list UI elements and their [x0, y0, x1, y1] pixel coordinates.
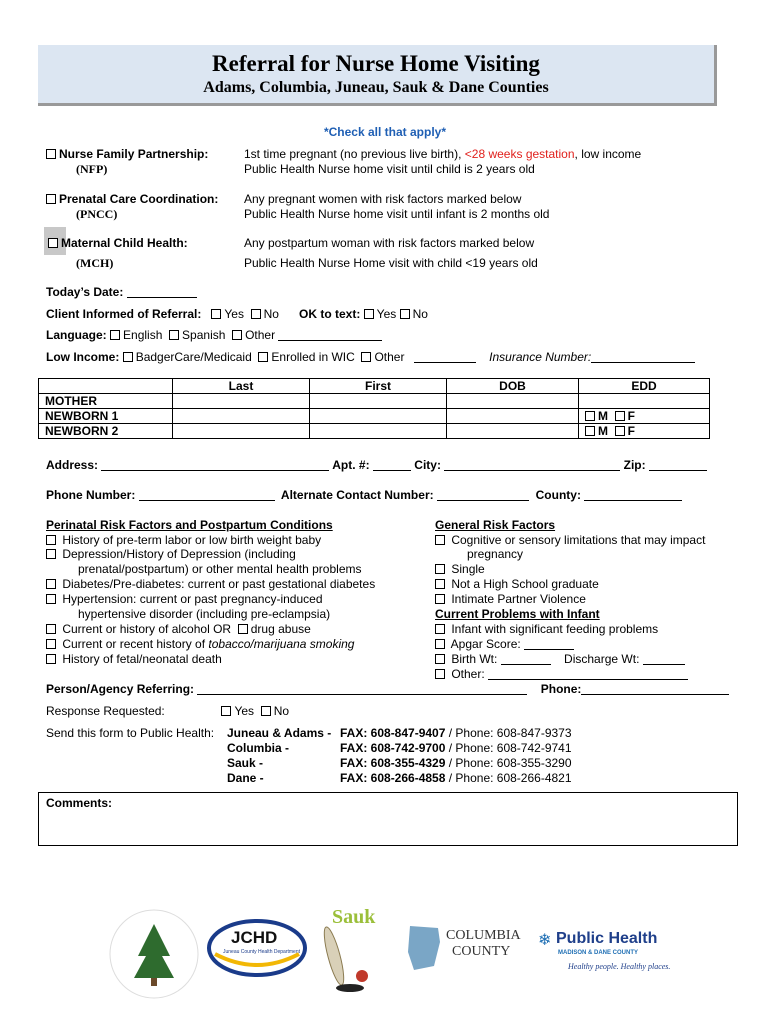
- agency-name: Columbia -: [227, 741, 289, 755]
- perinatal-title: Perinatal Risk Factors and Postpartum Conditions: [46, 518, 333, 532]
- address-row[interactable]: Address: Apt. #: City: Zip:: [46, 458, 707, 472]
- yes-checkbox[interactable]: [211, 309, 221, 319]
- m-checkbox[interactable]: [585, 426, 595, 436]
- list-item-cont: hypertensive disorder (including pre-eclampsia): [78, 607, 331, 621]
- no-checkbox[interactable]: [251, 309, 261, 319]
- agency-contact: FAX: 608-847-9407 / Phone: 608-847-9373: [340, 726, 572, 740]
- nfp-desc-1: 1st time pregnant (no previous live birth), <28 weeks gestation, low income: [244, 147, 642, 161]
- income-other-checkbox[interactable]: [361, 352, 371, 362]
- agency-name: Juneau & Adams -: [227, 726, 332, 740]
- list-item[interactable]: Birth Wt: Discharge Wt:: [435, 652, 685, 666]
- text-no-checkbox[interactable]: [400, 309, 410, 319]
- list-item[interactable]: Apgar Score:: [435, 637, 574, 651]
- f-checkbox[interactable]: [615, 411, 625, 421]
- badgercare-checkbox[interactable]: [123, 352, 133, 362]
- columbia-county-logo: COLUMBIA COUNTY: [404, 922, 524, 982]
- list-item[interactable]: Intimate Partner Violence: [435, 592, 586, 606]
- pncc-desc-1: Any pregnant women with risk factors marked below: [244, 192, 522, 206]
- program-pncc[interactable]: Prenatal Care Coordination:: [46, 192, 218, 206]
- table-row[interactable]: MOTHER: [39, 394, 710, 409]
- list-item[interactable]: History of fetal/neonatal death: [46, 652, 222, 666]
- jchd-logo: JCHD Juneau County Health Department: [207, 918, 307, 978]
- phone-row[interactable]: Phone Number: Alternate Contact Number: County:: [46, 488, 682, 502]
- pncc-desc-2: Public Health Nurse home visit until infant is 2 months old: [244, 207, 550, 221]
- list-item[interactable]: Hypertension: current or past pregnancy-induced: [46, 592, 323, 606]
- m-checkbox[interactable]: [585, 411, 595, 421]
- list-item[interactable]: Cognitive or sensory limitations that may impact: [435, 533, 705, 547]
- response-yes-checkbox[interactable]: [221, 706, 231, 716]
- send-to-label: Send this form to Public Health:: [46, 726, 215, 740]
- checkbox[interactable]: [46, 194, 56, 204]
- infant-title: Current Problems with Infant: [435, 607, 600, 621]
- table-row[interactable]: NEWBORN 1 M F: [39, 409, 710, 424]
- program-pncc-abbr: (PNCC): [76, 207, 118, 221]
- list-item[interactable]: Infant with significant feeding problems: [435, 622, 658, 636]
- program-nfp-abbr: (NFP): [76, 162, 108, 176]
- agency-contact: FAX: 608-742-9700 / Phone: 608-742-9741: [340, 741, 572, 755]
- program-mch-abbr: (MCH): [76, 256, 114, 270]
- comments-label: Comments:: [46, 796, 113, 810]
- form-subtitle: Adams, Columbia, Juneau, Sauk & Dane Counties: [203, 79, 549, 96]
- list-item[interactable]: Not a High School graduate: [435, 577, 599, 591]
- nfp-desc-2: Public Health Nurse home visit until child is 2 years old: [244, 162, 535, 176]
- todays-date[interactable]: Today’s Date:: [46, 285, 197, 299]
- list-item[interactable]: Depression/History of Depression (including: [46, 547, 296, 561]
- list-item[interactable]: Diabetes/Pre-diabetes: current or past gestational diabetes: [46, 577, 375, 591]
- mch-desc-2: Public Health Nurse Home visit with child <19 years old: [244, 256, 538, 270]
- general-title: General Risk Factors: [435, 518, 556, 532]
- check-all-note: *Check all that apply*: [323, 125, 447, 139]
- form-title: Referral for Nurse Home Visiting: [212, 51, 540, 76]
- list-item[interactable]: Other:: [435, 667, 688, 681]
- sauk-county-logo: Sauk: [318, 904, 382, 996]
- agency-contact: FAX: 608-355-4329 / Phone: 608-355-3290: [340, 756, 572, 770]
- low-income-row: Low Income: BadgerCare/Medicaid Enrolled in WIC Other Insurance Number:: [46, 350, 695, 364]
- program-nfp[interactable]: Nurse Family Partnership:: [46, 147, 208, 161]
- header-banner: [38, 45, 717, 106]
- table-row[interactable]: NEWBORN 2 M F: [39, 424, 710, 439]
- list-item[interactable]: Single: [435, 562, 485, 576]
- list-item[interactable]: Current or history of alcohol OR drug abuse: [46, 622, 311, 636]
- public-health-madison-logo: ❄ Public Health MADISON & DANE COUNTY Healthy people. Healthy places.: [538, 930, 671, 971]
- adams-county-seal: [108, 908, 200, 1000]
- text-yes-checkbox[interactable]: [364, 309, 374, 319]
- list-item-cont: pregnancy: [467, 547, 524, 561]
- other-checkbox[interactable]: [232, 330, 242, 340]
- program-mch[interactable]: Maternal Child Health:: [48, 236, 188, 250]
- response-no-checkbox[interactable]: [261, 706, 271, 716]
- person-agency-row[interactable]: Person/Agency Referring: Phone:: [46, 682, 729, 696]
- family-table: Last First DOB EDD MOTHER NEWBORN 1 M F NEWBORN 2 M F: [38, 378, 710, 439]
- language-row: Language: English Spanish Other: [46, 328, 382, 342]
- response-row: Response Requested: Yes No: [46, 704, 290, 718]
- list-item-cont: prenatal/postpartum) or other mental health problems: [78, 562, 362, 576]
- english-checkbox[interactable]: [110, 330, 120, 340]
- agency-name: Sauk -: [227, 756, 264, 770]
- agency-contact: FAX: 608-266-4858 / Phone: 608-266-4821: [340, 771, 572, 785]
- mch-desc-1: Any postpartum woman with risk factors marked below: [244, 236, 535, 250]
- f-checkbox[interactable]: [615, 426, 625, 436]
- spanish-checkbox[interactable]: [169, 330, 179, 340]
- client-informed-row: Client Informed of Referral: Yes No OK to text: Yes No: [46, 307, 428, 321]
- wic-checkbox[interactable]: [258, 352, 268, 362]
- list-item[interactable]: History of pre-term labor or low birth weight baby: [46, 533, 321, 547]
- comments-box[interactable]: [38, 792, 738, 846]
- list-item[interactable]: Current or recent history of tobacco/marijuana smoking: [46, 637, 354, 651]
- checkbox[interactable]: [46, 149, 56, 159]
- agency-name: Dane -: [227, 771, 264, 785]
- checkbox[interactable]: [48, 238, 58, 248]
